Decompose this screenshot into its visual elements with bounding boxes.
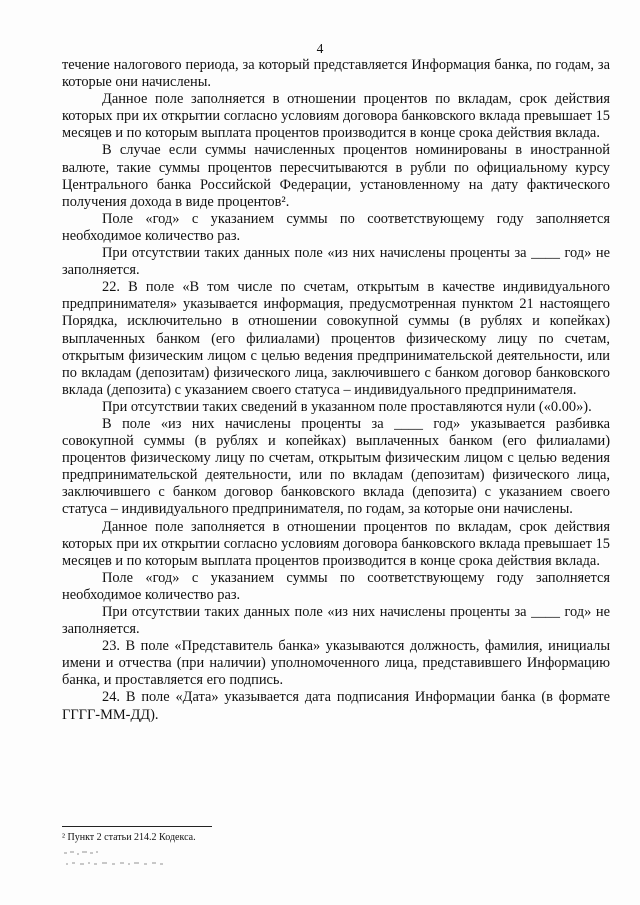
paragraph: Поле «год» с указанием суммы по соответствующему году заполняется необходимое количество раз. [62, 569, 610, 603]
footnote-divider [62, 826, 212, 827]
paragraph: Поле «год» с указанием суммы по соответствующему году заполняется необходимое количество раз. [62, 210, 610, 244]
paragraph: В случае если суммы начисленных процентов номинированы в иностранной валюте, такие суммы процентов пересчитываются в рубли по официальному курсу Центрального банка Российской Федерации, установленному на дату фактического получения дохода в виде процентов². [62, 142, 610, 210]
paragraph: 23. В поле «Представитель банка» указываются должность, фамилия, инициалы имени и отчества (при наличии) уполномоченного лица, представившего Информацию банка, и проставляется его подпись. [62, 638, 610, 689]
faint-stamp-marks [62, 848, 182, 870]
paragraph: 22. В поле «В том числе по счетам, открытым в качестве индивидуального предпринимателя» указывается информация, предусмотренная пунктом 21 настоящего Порядка, исключительно в отношении совокупной суммы (в рублях и копейках) выплаченных банком (его филиалами) процентов физическому лицу по счетам, открытым физическим лицом с целью ведения предпринимательской деятельности, или по вкладам (депозитам) физического лица, заключившего с банком договор банковского вклада (депозита) с указанием своего статуса – индивидуального предпринимателя. [62, 279, 610, 398]
paragraph: течение налогового периода, за который представляется Информация банка, по годам, за которые они начислены. [62, 57, 610, 91]
footnote: ² Пункт 2 статьи 214.2 Кодекса. [62, 832, 196, 843]
paragraph: 24. В поле «Дата» указывается дата подписания Информации банка (в формате ГГГГ-ММ-ДД). [62, 689, 610, 723]
paragraph: Данное поле заполняется в отношении процентов по вкладам, срок действия которых при их открытии согласно условиям договора банковского вклада превышает 15 месяцев и по которым выплата процентов производится в конце срока действия вклада. [62, 518, 610, 569]
paragraph: При отсутствии таких сведений в указанном поле проставляются нули («0.00»). [102, 398, 592, 415]
paragraph: В поле «из них начислены проценты за ____ год» указывается разбивка совокупной суммы (в рублях и копейках) выплаченных банком (его филиалами) процентов физическому лицу по счетам, открытым физическим лицом с целью ведения предпринимательской деятельности, или по вкладам (депозитам) физического лица, заключившего с банком договор банковского вклада (депозита) с указанием своего статуса – индивидуального предпринимателя, по годам, за которые они начислены. [62, 415, 610, 518]
paragraph: При отсутствии таких данных поле «из них начислены проценты за ____ год» не заполняется. [62, 604, 610, 638]
body-text [62, 57, 610, 724]
page-number: 4 [316, 41, 324, 56]
paragraph: При отсутствии таких данных поле «из них начислены проценты за ____ год» не заполняется. [62, 245, 610, 279]
paragraph: Данное поле заполняется в отношении процентов по вкладам, срок действия которых при их открытии согласно условиям договора банковского вклада превышает 15 месяцев и по которым выплата процентов производится в конце срока действия вклада. [62, 91, 610, 142]
